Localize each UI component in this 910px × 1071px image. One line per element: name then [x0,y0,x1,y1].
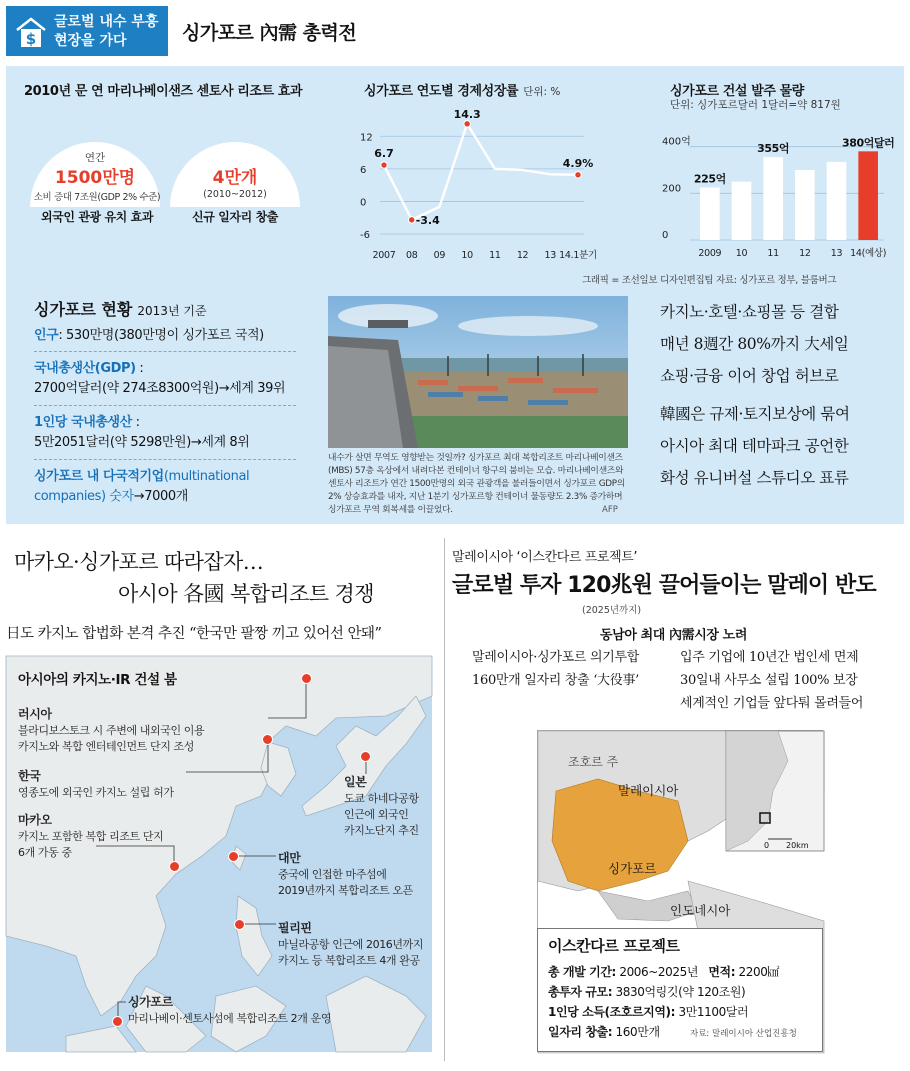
russia-line-1: 블라디보스토크 시 주변에 내외국인 이용 [18,724,205,737]
page-title: 싱가포르 內需 총력전 [182,22,357,44]
jobs-value: 160만개 [612,1025,660,1039]
divider [34,459,296,460]
data-label: 380억달러 [841,136,895,150]
iskandar-period-row [548,963,779,980]
singapore-line-1: 마리나베이·센토사섬에 복합리조트 2개 운영 [128,1012,332,1025]
gdp-value: 2700억달러(약 274조8300억원)→세계 39위 [34,381,286,396]
taiwan-line-1: 중국에 인접한 마주섬에 [278,868,387,881]
data-label: 225억 [693,172,726,186]
port-photo [328,296,628,448]
x-tick-label: 13 [830,248,843,259]
status-population [34,327,264,345]
port-photo-image [328,296,628,448]
badge-line-2: 현장을 가다 [54,33,127,49]
japan-name: 일본 [344,775,367,789]
growth-chart-header [364,80,560,99]
marker-korea [262,734,273,745]
growth-chart-unit: 단위: % [523,86,561,98]
iskandar-title: 이스칸다르 프로젝트 [548,937,680,955]
bar [732,182,752,240]
population-label: 인구 [34,328,59,343]
y-tick-label: 12 [360,132,373,144]
right-text-line-2: 매년 8週간 80%까지 大세일 [660,335,849,353]
jobs-note: (2010~2012) [203,189,267,200]
badge-line-1: 글로벌 내수 부흥 [54,14,159,30]
taiwan-name: 대만 [278,851,301,865]
x-tick-label: 13 [544,250,557,261]
gdp-pc-value: 5만2051달러(약 5298만원)→세계 8위 [34,435,250,450]
status-year: 2013년 기준 [137,304,207,318]
x-tick-label: 14.1분기 [559,250,597,261]
invest-value: 3830억링깃(약 120조원) [612,985,746,999]
period-label: 총 개발 기간: [548,965,616,979]
tourists-label: 외국인 관광 유치 효과 [40,210,154,224]
right-col2-line-1: 입주 기업에 10년간 법인세 면제 [680,650,859,665]
x-tick-label: 12 [799,248,811,259]
x-tick-label: 11 [767,248,779,259]
data-point [464,121,470,127]
iskandar-jobs-row [548,1023,660,1040]
bar [795,170,815,240]
invest-label: 총투자 규모: [548,985,613,999]
data-label: 6.7 [374,147,394,161]
y-tick-label: 6 [360,164,367,176]
iskandar-income-row [548,1003,748,1020]
singapore-map-label: 싱가포르 [608,861,657,876]
left-headline-2: 아시아 各國 복합리조트 경쟁 [118,582,374,606]
population-value: : 530만명(380만명이 싱가포르 국적) [58,328,264,343]
x-tick-label: 14(예상) [850,248,887,259]
gdp-colon: : [135,361,144,376]
korea-name: 한국 [18,769,41,783]
marker-macau [169,861,180,872]
right-col1-line-1: 말레이시아·싱가포르 의기투합 [472,650,640,665]
orders-chart-title: 싱가포르 건설 발주 물량 [670,84,804,99]
gdp-pc-label: 1인당 국내총생산 [34,415,132,430]
x-tick-label: 11 [489,250,501,261]
graphic-credit: 그래픽 = 조선일보 디자인편집팀 자료: 싱가포르 정부, 블룸버그 [582,275,837,286]
philippines-name: 필리핀 [278,921,312,935]
growth-line-chart [356,107,597,270]
status-mnc-row2 [34,488,188,506]
growth-chart-title: 싱가포르 연도별 경제성장률 [364,84,519,99]
status-gdppc-label-row [34,414,140,432]
status-header [34,297,207,320]
gdp-pc-colon: : [131,415,140,430]
philippines-line-2: 카지노 등 복합리조트 4개 완공 [278,954,420,967]
data-label: 4.9% [562,156,594,170]
asia-casino-map [6,656,432,1052]
divider [34,405,296,406]
svg-text:$: $ [25,30,37,48]
income-value: 3만1100달러 [675,1005,749,1019]
data-point [409,217,415,223]
area-label: 면적: [708,965,736,979]
iskandar-source: 자료: 말레이시아 산업진흥청 [690,1029,797,1039]
resort-effect-title: 2010년 문 연 마리나베이샌즈 센토사 리조트 효과 [24,84,303,99]
mnc-label-2: (multinational [163,469,250,484]
right-text-line-4: 韓國은 규제·토지보상에 묶여 [660,405,850,423]
russia-line-2: 카지노와 복합 엔터테인먼트 단지 조성 [18,740,195,753]
right-col2-line-2: 30일내 사무소 설립 100% 보장 [680,673,858,688]
x-tick-label: 10 [735,248,748,259]
photo-caption: 내수가 살면 무역도 영향받는 것일까? 싱가포르 최대 복합리조트 마리나베이샌즈(MBS) 57층 옥상에서 내려다본 컨테이너 항구의 붐비는 모습. 마리나베이샌즈와 센토사 리조트가 연간 1500만명의 외국 관광객을 불러들이면서 싱가포르 GDP의 2% 상승효과를 내자, 지난 1분기 싱가포르항 컨테이너 물동량도 2.3% 증가하며 싱가포르 무역 회복세를 이끌었다. [328,453,625,515]
indonesia-label: 인도네시아 [670,903,731,918]
data-point [381,162,387,168]
data-label: 14.3 [453,107,481,121]
right-headline: 글로벌 투자 120兆원 끌어들이는 말레이 반도 [452,573,876,598]
tourists-value: 1500만명 [54,168,136,188]
x-tick-label: 2007 [372,250,396,261]
macau-name: 마카오 [18,813,52,827]
korea-line-1: 영종도에 외국인 카지노 설립 허가 [18,786,174,799]
bar [700,188,720,241]
x-tick-label: 12 [516,250,529,261]
marker-russia [301,673,312,684]
section-badge [6,6,168,56]
divider [34,351,296,352]
marker-singapore [112,1016,123,1027]
y-tick-label: -6 [360,230,370,241]
right-kicker: 말레이시아 ‘이스칸다르 프로젝트’ [452,550,638,565]
marker-philippines [234,919,245,930]
column-divider [444,538,445,1061]
left-subheadline: 日도 카지노 합법화 본격 추진 “한국만 팔짱 끼고 있어선 안돼” [6,626,382,642]
macau-line-1: 카지노 포함한 복합 리조트 단지 [18,830,164,843]
x-tick-label: 09 [433,250,446,261]
scale-zero: 0 [764,841,770,850]
status-gdp-label-row [34,360,143,378]
asia-map-leaders [6,656,432,1052]
y-tick-label: 0 [360,197,367,209]
right-headline-note: (2025년까지) [582,605,642,616]
taiwan-line-2: 2019년까지 복합리조트 오픈 [278,884,413,897]
japan-line-2: 인근에 외국인 [344,808,409,821]
bar [827,162,847,240]
marker-japan [360,751,371,762]
area-value: 2200㎢ [735,965,780,979]
johor-label: 조호르 주 [568,755,619,769]
y-tick-label: 0 [662,230,669,241]
mnc-label: 싱가포르 내 다국적기업 [34,469,164,484]
jobs-label: 일자리 창출: [548,1025,613,1039]
status-title: 싱가포르 현황 [34,300,133,319]
status-mnc-row1 [34,468,249,486]
singapore-name: 싱가포르 [128,995,173,1009]
iskandar-invest-row [548,983,745,1000]
x-tick-label: 2009 [698,248,722,259]
right-text-line-5: 아시아 최대 테마파크 공언한 [660,437,849,455]
data-label: 355억 [757,142,790,156]
left-headline-1: 마카오·싱가포르 따라잡자… [14,550,264,574]
iskandar-info-box [537,928,823,1052]
right-text-line-6: 화성 유니버설 스튜디오 표류 [660,469,849,487]
right-text-line-1: 카지노·호텔·쇼핑몰 등 결합 [660,303,839,321]
right-text-line-3: 쇼핑·금융 이어 창업 허브로 [660,367,839,385]
data-label: -3.4 [415,213,440,227]
x-tick-label: 08 [405,250,418,261]
tourists-note: 소비 증대 7조원(GDP 2% 수준) [33,192,161,203]
mnc-label-3: companies) 숫자 [34,489,134,504]
right-col1-line-2: 160만개 일자리 창출 ‘大役事’ [472,673,639,688]
gdp-label: 국내총생산(GDP) [34,361,136,376]
asia-map-title: 아시아의 카지노·IR 건설 붐 [18,672,177,688]
y-tick-label: 200 [662,183,682,195]
japan-line-3: 카지노단지 추진 [344,824,419,837]
x-tick-label: 10 [461,250,473,261]
right-subheadline: 동남아 최대 內需시장 노려 [600,628,747,643]
bar [858,151,878,240]
marker-taiwan [228,851,239,862]
income-label: 1인당 소득(조호르지역): [548,1005,676,1019]
photo-credit: AFP [602,505,618,515]
malaysia-label: 말레이시아 [618,783,679,798]
macau-line-2: 6개 가동 중 [18,846,72,859]
orders-chart-unit: 단위: 싱가포르달러 1달러=약 817원 [670,99,841,111]
period-value: 2006~2025년 [615,965,699,979]
data-point [575,172,581,178]
jobs-label: 신규 일자리 창출 [192,210,278,224]
house-dollar-icon [14,16,48,50]
series-line [384,124,578,220]
mnc-value: →7000개 [133,489,188,504]
orders-bar-chart [660,130,895,268]
russia-name: 러시아 [18,707,52,721]
right-col2-line-3: 세계적인 기업들 앞다퉈 몰려들어 [680,696,864,711]
tourists-prefix: 연간 [84,152,106,164]
jobs-value: 4만개 [212,168,258,188]
philippines-line-1: 마닐라공항 인근에 2016년까지 [278,938,424,951]
scale-label: 20km [786,841,809,850]
bar [763,157,783,240]
japan-line-1: 도쿄 하네다공항 [344,792,419,805]
y-tick-label: 400억 [662,136,691,148]
